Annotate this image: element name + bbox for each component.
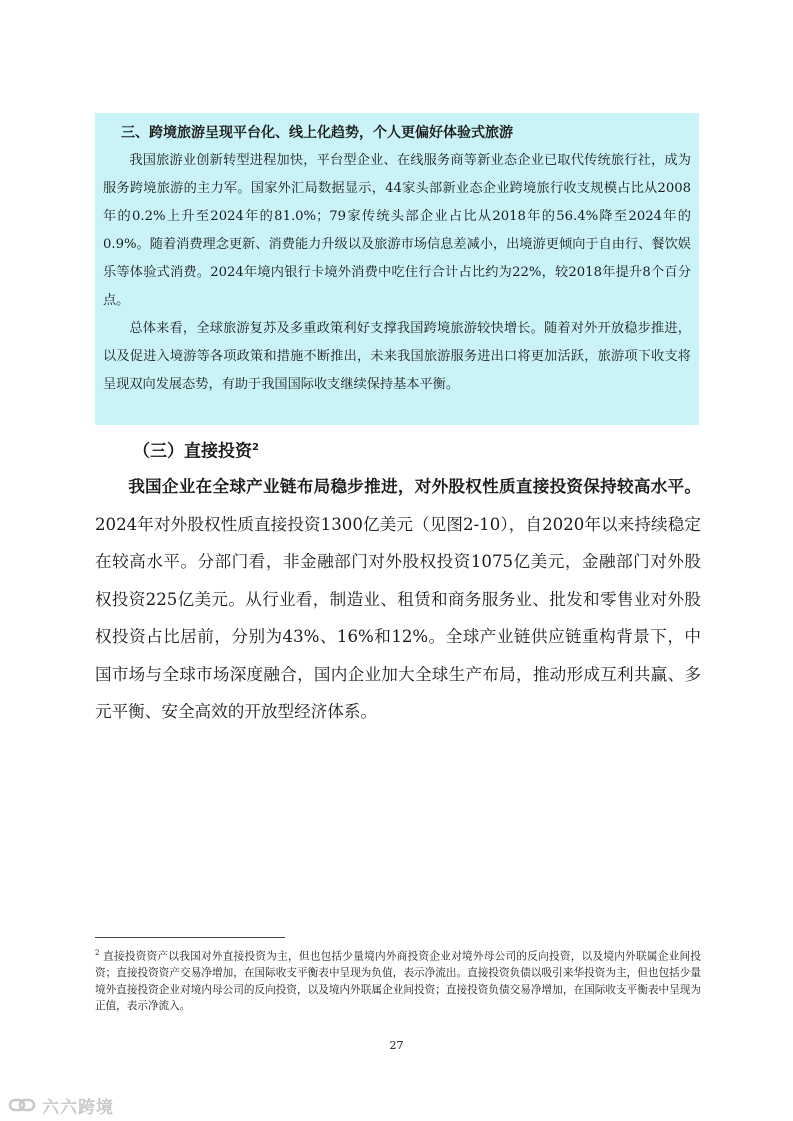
footnote-text: 直接投资资产以我国对外直接投资为主，但也包括少量境内外商投资企业对境外母公司的反向投资，以及境内外联属企业间投资；直接投资资产交易净增加，在国际收支平衡表中呈现为负值，表示净流出。直接投资负债以吸引来华投资为主，但也包括少量境外直接投资企业对境内母公司的反向投资，以及境内外联属企业间投资；直接投资负债交易净增加，在国际收支平衡表中呈现为正值，表示净流入。 xyxy=(95,950,701,1013)
section-title xyxy=(133,434,259,466)
footnote-ref[interactable]: 2 xyxy=(252,442,259,453)
footnote-marker: 2 xyxy=(95,949,100,957)
footnote xyxy=(95,945,701,1015)
section-title-text: （三）直接投资 xyxy=(133,441,252,462)
box-heading: 三、跨境旅游呈现平台化、线上化趋势，个人更偏好体验式旅游 xyxy=(121,125,513,141)
watermark-text: 六六跨境 xyxy=(42,1097,114,1118)
box-paragraph: 我国旅游业创新转型进程加快，平台型企业、在线服务商等新业态企业已取代传统旅行社，成为服务跨境旅游的主力军。国家外汇局数据显示，44家头部新业态企业跨境旅行收支规模占比从2008年的0.2%上升至2024年的81.0%；79家传统头部企业占比从2018年的56.4%降至2024年的0.9%。随着消费理念更新、消费能力升级以及旅游市场信息差减小，出境游更倾向于自由行、餐饮娱乐等体验式消费。2024年境内银行卡境外消费中吃住行合计占比约为22%，较2018年提升8个百分点。 xyxy=(103,153,691,308)
body-text: 2024年对外股权性质直接投资1300亿美元（见图2-10），自2020年以来持续稳定在较高水平。分部门看，非金融部门对外股权投资1075亿美元，金融部门对外股权投资225亿美元。从行业看，制造业、租赁和商务服务业、批发和零售业对外股权投资占比居前，分别为43%、16%和12%。全球产业链供应链重构背景下，中国市场与全球市场深度融合，国内企业加大全球生产布局，推动形成互利共赢、多元平衡、安全高效的开放型经济体系。 xyxy=(95,514,701,721)
body-paragraph xyxy=(95,468,701,731)
footnote-divider xyxy=(95,937,285,938)
lead-sentence: 我国企业在全球产业链布局稳步推进，对外股权性质直接投资保持较高水平。 xyxy=(128,477,701,496)
box-paragraph: 总体来看，全球旅游复苏及多重政策利好支撑我国跨境旅游较快增长。随着对外开放稳步推进，以及促进入境游等各项政策和措施不断推出，未来我国旅游服务进出口将更加活跃，旅游项下收支将呈现双向发展态势，有助于我国国际收支继续保持基本平衡。 xyxy=(103,321,691,392)
highlight-box xyxy=(95,113,699,425)
watermark xyxy=(8,1092,114,1118)
page-number: 27 xyxy=(389,1039,404,1052)
link-logo-icon xyxy=(8,1094,38,1116)
